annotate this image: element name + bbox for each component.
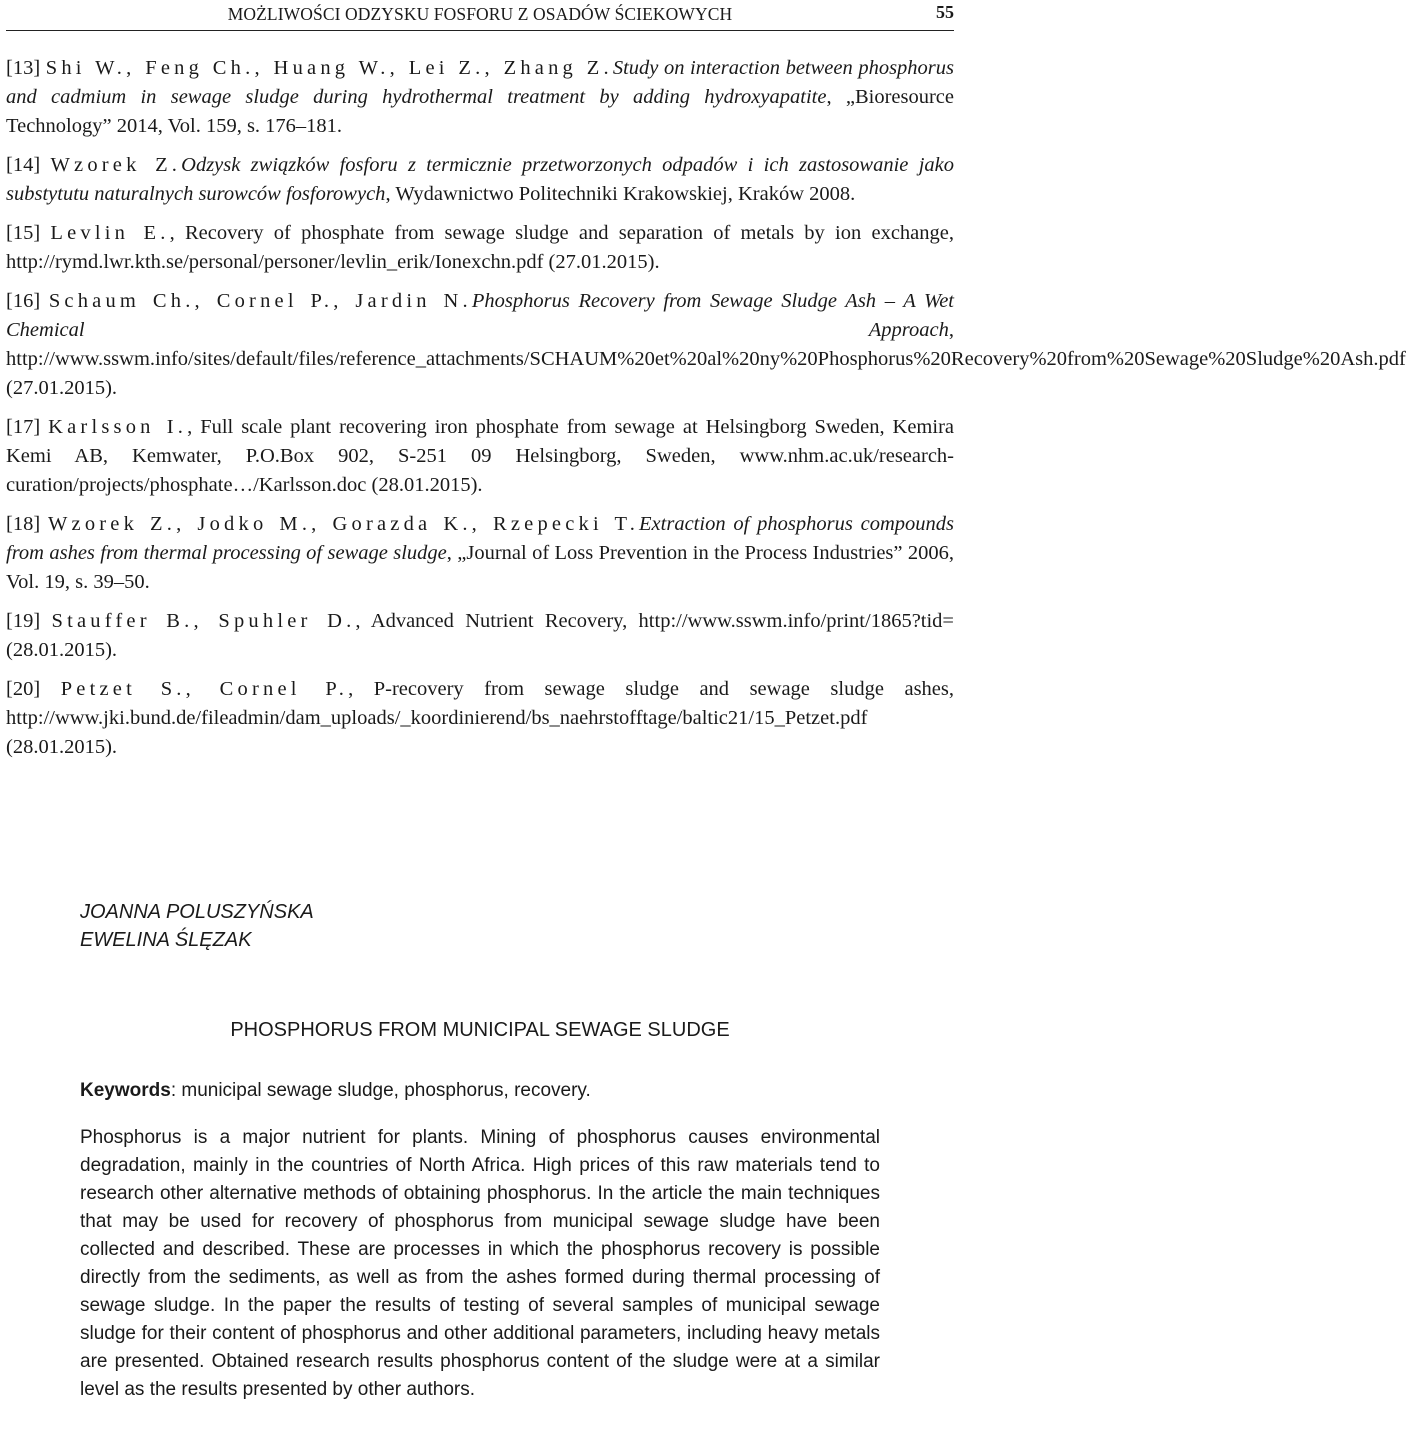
ref-number: [18]	[6, 513, 41, 535]
ref-authors: Petzet S., Cornel P.	[60, 678, 349, 700]
ref-authors: Shi W., Feng Ch., Huang W., Lei Z., Zhang Z.	[45, 57, 613, 79]
keywords-label: Keywords	[80, 1080, 171, 1101]
reference-19	[6, 607, 954, 665]
ref-authors: Schaum Ch., Cornel P., Jardin N.	[48, 290, 472, 312]
reference-17	[6, 413, 954, 500]
summary-author-2: EWELINA ŚLĘZAK	[80, 929, 252, 951]
ref-number: [13]	[6, 57, 41, 79]
page-number: 55	[936, 2, 954, 22]
ref-title: Odzysk związków fosforu z termicznie przetworzonych odpadów i ich zastosowanie jako substytutu naturalnych surowców fosforowych	[6, 154, 955, 205]
reference-14	[6, 151, 954, 209]
summary-author-1: JOANNA POLUSZYŃSKA	[80, 901, 314, 923]
reference-list	[6, 54, 1406, 772]
ref-number: [15]	[6, 222, 41, 244]
ref-title: Study on interaction between phosphorus and cadmium in sewage sludge during hydrothermal treatment by adding hydroxyapatite	[6, 57, 955, 108]
ref-details: , Advanced Nutrient Recovery, http://www.sswm.info/print/1865?tid= (28.01.2015).	[6, 610, 954, 661]
ref-title: Phosphorus Recovery from Sewage Sludge Ash – A Wet Chemical Approach	[6, 290, 955, 341]
ref-authors: Wzorek Z.	[50, 154, 182, 176]
header-rule	[6, 30, 954, 31]
ref-title: Extraction of phosphorus compounds from ashes from thermal processing of sewage sludge	[6, 513, 955, 564]
ref-number: [17]	[6, 416, 41, 438]
ref-authors: Levlin E.	[50, 222, 170, 244]
ref-number: [14]	[6, 154, 41, 176]
reference-20	[6, 675, 954, 762]
keywords-line	[80, 1078, 880, 1104]
ref-details: , Wydawnictwo Politechniki Krakowskiej, Kraków 2008.	[385, 183, 856, 205]
keywords-text: : municipal sewage sludge, phosphorus, recovery.	[170, 1080, 591, 1101]
ref-details: , Recovery of phosphate from sewage sludge and separation of metals by ion exchange, http://rymd.lwr.kth.se/personal/personer/levlin_erik/Ionexchn.pdf (27.01.2015).	[6, 222, 955, 273]
ref-details: , „Bioresource Technology” 2014, Vol. 159, s. 176–181.	[6, 86, 954, 137]
ref-authors: Stauffer B., Spuhler D.	[51, 610, 356, 632]
ref-number: [20]	[6, 678, 41, 700]
reference-16	[6, 287, 1406, 403]
ref-authors: Wzorek Z., Jodko M., Gorazda K., Rzepecki T.	[47, 513, 640, 535]
summary-title: PHOSPHORUS FROM MUNICIPAL SEWAGE SLUDGE	[230, 1019, 730, 1041]
ref-details: , P-recovery from sewage sludge and sewage sludge ashes, http://www.jki.bund.de/fileadmin/dam_uploads/_koordinierend/bs_naehrstofftage/baltic21/15_Petzet.pdf (28.01.2015).	[6, 678, 955, 758]
running-header	[0, 0, 960, 30]
ref-number: [16]	[6, 290, 41, 312]
reference-13	[6, 54, 954, 141]
ref-number: [19]	[6, 610, 41, 632]
abstract-text: Phosphorus is a major nutrient for plants. Mining of phosphorus causes environmental degradation, mainly in the countries of North Africa. High prices of this raw materials tend to research other alternative methods of obtaining phosphorus. In the article the main techniques that may be used for recovery of phosphorus from municipal sewage sludge have been collected and described. These are processes in which the phosphorus recovery is possible directly from the sediments, as well as from the ashes formed during thermal processing of sewage sludge. In the paper the results of testing of several samples of municipal sewage sludge for their content of phosphorus and other additional parameters, including heavy metals are presented. Obtained research results phosphorus content of the sludge were at a similar level as the results presented by other authors.	[80, 1127, 880, 1400]
ref-details: , „Journal of Loss Prevention in the Process Industries” 2006, Vol. 19, s. 39–50.	[6, 542, 954, 593]
ref-details: , http://www.sswm.info/sites/default/files/reference_attachments/SCHAUM%20et%20al%20ny%20Phosphorus%20Recovery%20from%20Sewage%20Sludge%20Ash.pdf (27.01.2015).	[6, 319, 1406, 399]
reference-15	[6, 219, 954, 277]
running-title: MOŻLIWOŚCI ODZYSKU FOSFORU Z OSADÓW ŚCIEKOWYCH	[227, 4, 733, 24]
english-summary	[80, 898, 880, 1404]
ref-authors: Karlsson I.	[48, 416, 188, 438]
ref-details: , Full scale plant recovering iron phosphate from sewage at Helsingborg Sweden, Kemira Kemi AB, Kemwater, P.O.Box 902, S-251 09 Helsingborg, Sweden, www.nhm.ac.uk/research-curation/projects/phosphate…/Karlsson.doc (28.01.2015).	[6, 416, 954, 496]
reference-18	[6, 510, 954, 597]
